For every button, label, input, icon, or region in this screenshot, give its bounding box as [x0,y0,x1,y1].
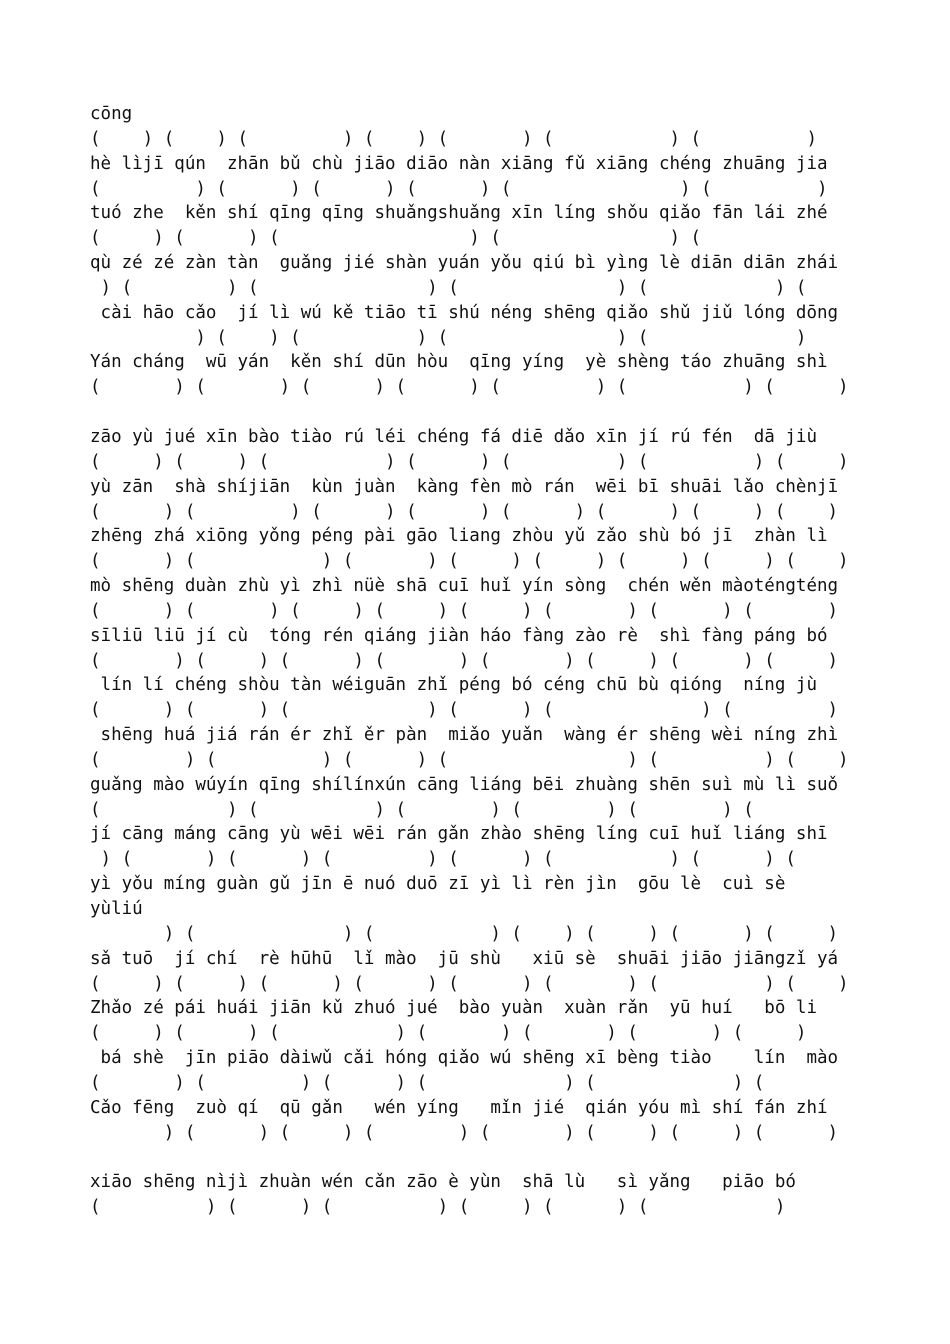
pinyin-line: yùliú [90,899,143,919]
answer-blanks-line: ( ) ( ) ( ) ( ) ( ) ( ) ( ) ( ) [90,600,839,621]
answer-blanks-line: ( ) ( ) ( ) ( ) ( ) ( ) ( ) ( ) [90,501,839,522]
pinyin-line: qù zé zé zàn tàn guǎng jié shàn yuán yǒu qiú bì yìng lè diān diān zhái [90,253,839,274]
pinyin-line: tuó zhe kěn shí qīng qīng shuǎngshuǎng xīn líng shǒu qiǎo fān lái zhé [90,203,828,224]
answer-blanks-line: ) ( ) ( ) ( ) ( ) ( ) ( ) ( ) [90,1122,839,1143]
answer-blanks-line: ( ) ( ) ( ) ( ) ( ) ( ) ( ) [90,128,817,149]
answer-blanks-line: ( ) ( ) ( ) ( ) ( ) ( ) [90,1197,786,1218]
pinyin-line: mò shēng duàn zhù yì zhì nüè shā cuī huǐ yín sòng chén wěn màoténgténg [90,576,839,597]
answer-blanks-line: ) ( ) ( ) ( ) ( ) ( [90,277,807,298]
pinyin-line: cōng [90,104,133,124]
answer-blanks-line: ( ) ( ) ( ) ( ) ( ) ( ) ( ) [90,1023,807,1044]
pinyin-line: yì yǒu míng guàn gǔ jīn ē nuó duō zī yì lì rèn jìn gōu lè cuì sè [90,874,786,895]
answer-blanks-line: ( ) ( ) ( ) ( ) ( ) ( ) ( ) [90,377,849,398]
answer-blanks-line: ( ) ( ) ( ) ( ) ( ) ( ) ( ) ( ) [90,650,839,671]
pinyin-line: Cǎo fēng zuò qí qū gǎn wén yíng mǐn jié qián yóu mì shí fán zhí [90,1097,828,1118]
pinyin-line: Yán cháng wū yán kěn shí dūn hòu qīng yíng yè shèng táo zhuāng shì [90,352,828,373]
pinyin-line: Zhǎo zé pái huái jiān kǔ zhuó jué bào yuàn xuàn rǎn yū huí bō li [90,998,817,1019]
pinyin-line: bá shè jīn piāo dàiwǔ cǎi hóng qiǎo wú shēng xī bèng tiào lín mào [90,1048,839,1069]
worksheet-page [90,102,860,1220]
pinyin-line: jí cāng máng cāng yù wēi wēi rán gǎn zhào shēng líng cuī huǐ liáng shī [90,824,828,845]
answer-blanks-line: ) ( ) ( ) ( ) ( ) ( ) ( ) ( [90,849,796,870]
answer-blanks-line: ( ) ( ) ( ) ( ) ( ) ( ) ( ) ( ) [90,973,849,994]
pinyin-line: shēng huá jiá rán ér zhǐ ěr pàn miǎo yuǎn wàng ér shēng wèi níng zhì [90,725,839,746]
answer-blanks-line: ( ) ( ) ( ) ( ) ( ) ( ) [90,178,828,199]
answer-blanks-line: ( ) ( ) ( ) ( ) ( ) ( ) ( ) ( ) [90,551,849,572]
answer-blanks-line: ( ) ( ) ( ) ( ) ( ) ( [90,1072,765,1093]
answer-blanks-line: ( ) ( ) ( ) ( ) ( ) ( [90,799,754,820]
pinyin-line: lín lí chéng shòu tàn wéiguān zhǐ péng bó céng chū bù qióng níng jù [90,675,817,696]
answer-blanks-line: ( ) ( ) ( ) ( ) ( ) ( ) [90,700,839,721]
section-spacer [90,1145,860,1170]
pinyin-line: yù zān shà shíjiān kùn juàn kàng fèn mò rán wēi bī shuāi lǎo chènjī [90,476,839,497]
pinyin-line: zhēng zhá xiōng yǒng péng pài gāo liang zhòu yǔ zǎo shù bó jī zhàn lì [90,526,828,547]
pinyin-line: cài hāo cǎo jí lì wú kě tiāo tī shú néng shēng qiǎo shǔ jiǔ lóng dōng [90,302,839,323]
answer-blanks-line: ( ) ( ) ( ) ( ) ( ) ( ) [90,749,849,770]
pinyin-line: guǎng mào wúyín qīng shílínxún cāng liáng bēi zhuàng shēn suì mù lì suǒ [90,774,839,795]
answer-blanks-line: ) ( ) ( ) ( ) ( ) [90,327,807,348]
pinyin-line: sǎ tuō jí chí rè hūhū lǐ mào jū shù xiū sè shuāi jiāo jiāngzǐ yá [90,948,839,969]
pinyin-line: xiāo shēng nìjì zhuàn wén cǎn zāo è yùn shā lù sì yǎng piāo bó [90,1172,796,1193]
answer-blanks-line: ( ) ( ) ( ) ( ) ( ) ( ) ( ) [90,451,849,472]
answer-blanks-line: ) ( ) ( ) ( ) ( ) ( ) ( ) [90,923,839,944]
section-spacer [90,400,860,425]
pinyin-line: sīliū liū jí cù tóng rén qiáng jiàn háo fàng zào rè shì fàng páng bó [90,625,828,646]
answer-blanks-line: ( ) ( ) ( ) ( ) ( [90,228,702,249]
pinyin-line: hè lìjī qún zhān bǔ chù jiāo diāo nàn xiāng fǔ xiāng chéng zhuāng jia [90,153,828,174]
pinyin-line: zāo yù jué xīn bào tiào rú léi chéng fá diē dǎo xīn jí rú fén dā jiù [90,426,817,447]
